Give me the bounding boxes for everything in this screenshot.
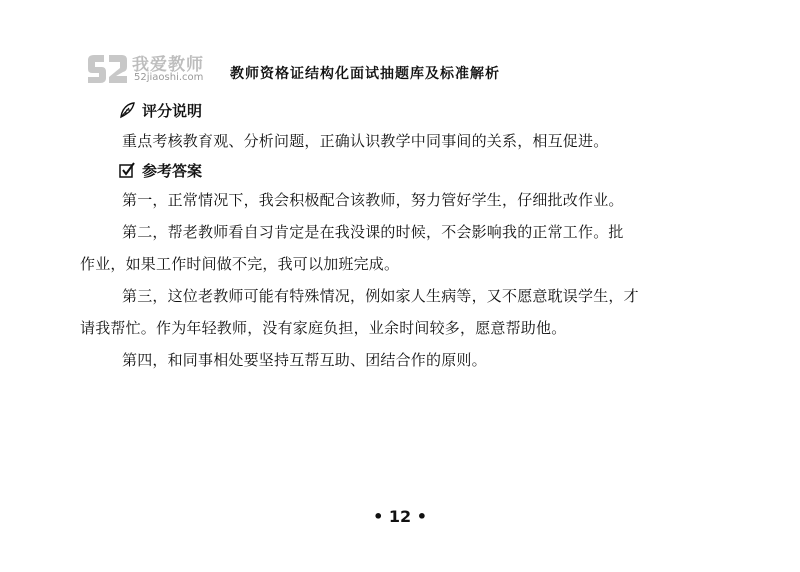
answer-point-3-line-2: 请我帮忙。作为年轻教师，没有家庭负担，业余时间较多，愿意帮助他。 (80, 319, 567, 337)
scoring-text (80, 125, 720, 157)
answer-point-2-line-2: 作业，如果工作时间做不完，我可以加班完成。 (80, 255, 400, 273)
answer-heading (118, 160, 202, 180)
page-header (80, 50, 720, 90)
answer-body (80, 184, 720, 376)
checkbox-icon (118, 161, 136, 179)
site-logo (80, 50, 250, 90)
page-number: • 12 • (373, 507, 427, 526)
scoring-heading (118, 100, 202, 120)
answer-point-4: 第四，和同事相处要坚持互帮互助、团结合作的原则。 (122, 351, 487, 369)
answer-title: 参考答案 (142, 161, 203, 180)
answer-point-3-line-1: 第三，这位老教师可能有特殊情况，例如家人生病等，又不愿意耽误学生，才 (122, 287, 639, 305)
logo-text: 我爱教师 (132, 55, 204, 75)
quill-icon (118, 101, 136, 119)
scoring-line: 重点考核教育观、分析问题，正确认识教学中同事间的关系，相互促进。 (122, 132, 609, 150)
scoring-title: 评分说明 (142, 101, 203, 120)
answer-point-2-line-1: 第二，帮老教师看自习肯定是在我没课的时候，不会影响我的正常工作。批 (122, 223, 624, 241)
logo-url: 52jiaoshi.com (134, 72, 204, 83)
logo-mark-icon (84, 52, 130, 86)
book-title: 教师资格证结构化面试抽题库及标准解析 (230, 66, 500, 82)
answer-point-1: 第一，正常情况下，我会积极配合该教师，努力管好学生，仔细批改作业。 (122, 191, 624, 209)
